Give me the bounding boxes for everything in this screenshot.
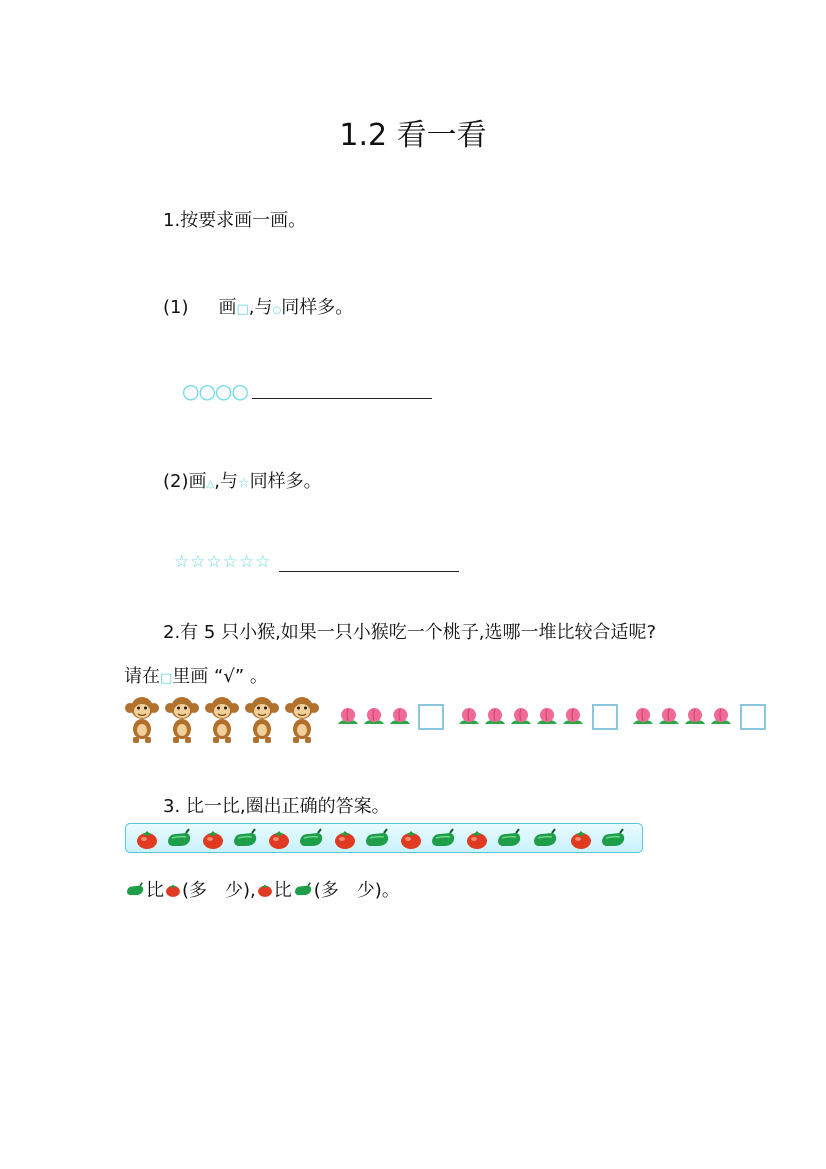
pepper-icon: [124, 882, 146, 898]
pepper-icon: [430, 828, 456, 850]
q1-part1-draw: 画: [218, 297, 237, 318]
q2-line2-post: 里画 “√” 。: [172, 666, 268, 687]
peach-icon: [709, 706, 733, 726]
q1-part2-label: (2): [163, 471, 189, 492]
compare-word: 比: [146, 880, 164, 901]
pepper-icon: [364, 828, 390, 850]
q1-part1-with: ,与: [248, 297, 273, 318]
tomato-icon: [266, 828, 292, 850]
q1-stars: ☆☆☆☆☆☆: [174, 552, 272, 572]
monkey-icon: [204, 694, 240, 744]
peach-icon: [535, 706, 559, 726]
square-icon: □: [160, 671, 173, 686]
tomato-icon: [164, 882, 182, 898]
peach-icon: [388, 706, 412, 726]
tomato-icon: [464, 828, 490, 850]
answer-choices-1[interactable]: (多 少): [182, 880, 251, 901]
peach-icon: [657, 706, 681, 726]
q3-sequence-strip: [125, 823, 643, 853]
pepper-icon: [532, 828, 558, 850]
monkey-icon: [164, 694, 200, 744]
q2-line1: 2.有 5 只小猴,如果一只小猴吃一个桃子,选哪一堆比较合适呢?: [163, 622, 657, 643]
q1-part1-same: 同样多。: [281, 297, 354, 318]
answer-separator: ,: [250, 880, 256, 901]
q1-circles: ○○○○: [182, 379, 248, 403]
peach-icon: [362, 706, 386, 726]
tomato-icon: [398, 828, 424, 850]
pepper-icon: [232, 828, 258, 850]
peach-icon: [683, 706, 707, 726]
answer-box-group-1[interactable]: [418, 704, 444, 730]
q1-part1-label: (1): [163, 297, 189, 318]
q3-heading: 3. 比一比,圈出正确的答案。: [163, 796, 390, 817]
tomato-icon: [256, 882, 274, 898]
q1-part2-instruction: [163, 467, 322, 493]
compare-word: 比: [273, 880, 292, 901]
peach-icon: [336, 706, 360, 726]
q1-part2-with: ,与: [214, 471, 238, 492]
q2-line2: [124, 662, 268, 688]
tomato-icon: [134, 828, 160, 850]
page-title: 1.2 看一看: [339, 118, 487, 153]
q1-part2-draw: 画: [188, 471, 207, 492]
pepper-icon: [292, 882, 314, 898]
peach-icon: [561, 706, 585, 726]
star-icon: ☆: [237, 476, 250, 491]
pepper-icon: [600, 828, 626, 850]
answer-box-group-2[interactable]: [592, 704, 618, 730]
pepper-icon: [496, 828, 522, 850]
pepper-icon: [166, 828, 192, 850]
tomato-icon: [332, 828, 358, 850]
q1-part2-answer-line[interactable]: [279, 571, 459, 572]
pepper-icon: [298, 828, 324, 850]
tomato-icon: [568, 828, 594, 850]
square-icon: □: [236, 302, 249, 317]
peach-icon: [457, 706, 481, 726]
tomato-icon: [200, 828, 226, 850]
q1-part1-answer-line[interactable]: [252, 398, 432, 399]
triangle-icon: △: [206, 479, 215, 490]
q1-part2-same: 同样多。: [249, 471, 322, 492]
peach-icon: [483, 706, 507, 726]
answer-box-group-3[interactable]: [740, 704, 766, 730]
q3-answer-line: 比 (多 少), 比 (多 少)。: [124, 876, 400, 902]
q1-heading: 1.按要求画一画。: [163, 210, 307, 231]
monkey-icon: [124, 694, 160, 744]
q2-picture-row: [124, 694, 774, 746]
answer-choices-2[interactable]: (多 少): [313, 880, 382, 901]
monkey-icon: [284, 694, 320, 744]
monkey-icon: [244, 694, 280, 744]
peach-icon: [631, 706, 655, 726]
circle-icon: ○: [272, 305, 282, 316]
peach-icon: [509, 706, 533, 726]
q2-line2-pre: 请在: [124, 666, 160, 687]
q1-part1-instruction: [163, 293, 353, 319]
